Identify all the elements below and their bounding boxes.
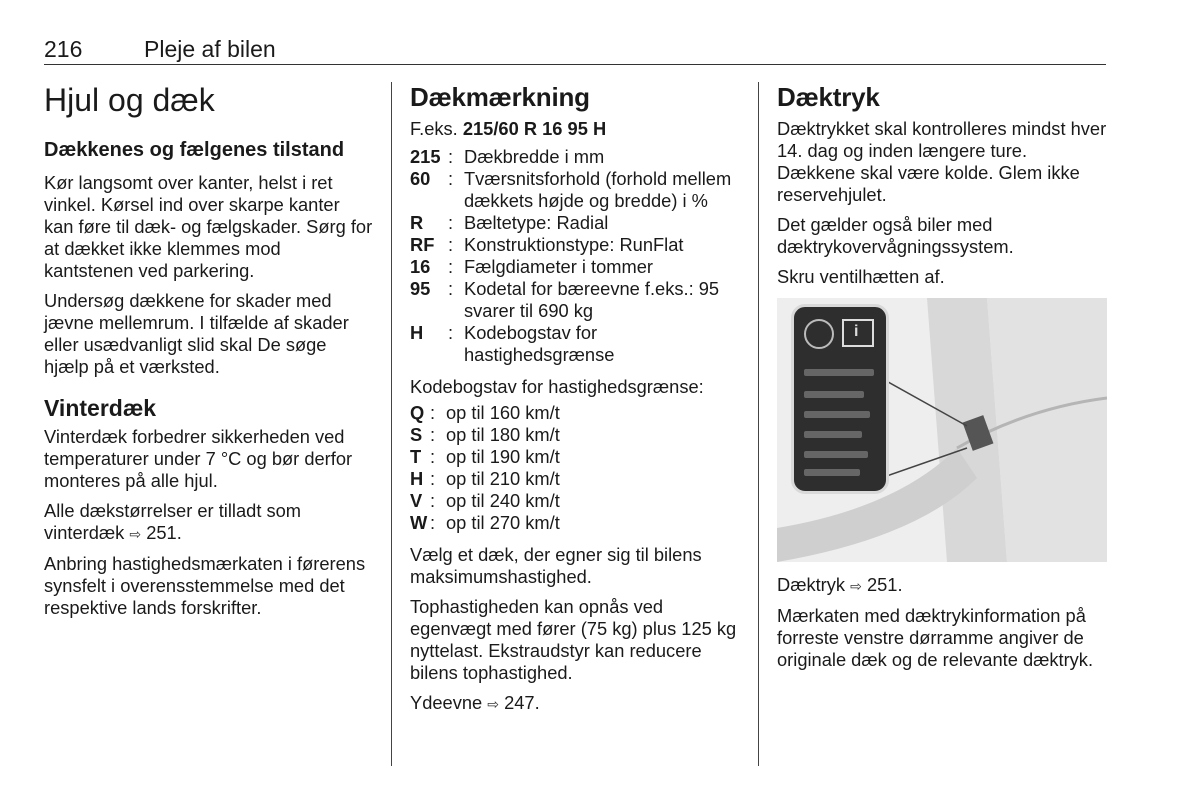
example-line: F.eks. 215/60 R 16 95 H [410,118,607,139]
paragraph-with-ref: Alle dækstørrelser er tilladt som vinterdæk ⇨ 251. [44,500,302,543]
paragraph: Skru ventilhætten af. [777,266,945,287]
code-value: 16 [410,256,431,277]
separator: : [448,168,454,189]
column-2 [410,82,740,723]
code-row [410,234,740,256]
page-number: 216 [44,36,83,62]
tire-placard-icon [791,304,889,494]
page-reference[interactable]: 247. [504,692,540,713]
section-title-tire-marking: Dækmærkning [410,82,590,112]
code-description: Kodebogstav for hastighedsgrænse [464,322,615,365]
code-value: 95 [410,278,431,299]
code-description: op til 190 km/t [446,446,560,467]
paragraph: Det gælder også biler med dæktrykovervågningssystem. [777,214,1014,257]
subsection-title: Dækkenes og fælgenes tilstand [44,139,345,161]
brand-logo-icon [804,319,834,349]
separator: : [448,278,454,299]
page-reference[interactable]: 251. [866,574,903,595]
code-row [410,146,740,168]
code-row [410,322,740,366]
code-value: W [410,512,428,533]
separator: : [448,212,454,233]
code-value: S [410,424,423,445]
paragraph: Vinterdæk forbedrer sikkerheden ved temperaturer under 7 °C og bør derfor monteres på alle hjul. [44,426,353,491]
info-book-icon [842,319,874,347]
separator: : [430,424,436,445]
separator: : [448,322,454,343]
code-value: Q [410,402,425,423]
paragraph: Kør langsomt over kanter, helst i ret vinkel. Kørsel ind over skarpe kanter kan føre til dæk- og fælgskader. Sørg for at dækket ikke klemmes mod kantstenen ved parkering. [44,172,373,281]
code-description: Konstruktionstype: RunFlat [464,234,684,255]
separator: : [430,402,436,423]
reference-arrow-icon: ⇨ [850,578,862,594]
code-value: R [410,212,424,233]
code-description: Tværsnitsforhold (forhold mellem dækkets højde og bredde) i % [464,168,732,211]
code-value: H [410,468,424,489]
separator: : [448,146,454,167]
paragraph: Vælg et dæk, der egner sig til bilens maksimumshastighed. [410,544,702,587]
column-3 [777,82,1107,679]
reference-arrow-icon: ⇨ [487,696,499,712]
speed-list [410,402,740,534]
code-value: V [410,490,423,511]
code-row [410,256,740,278]
separator: : [430,446,436,467]
code-description: op til 180 km/t [446,424,560,445]
paragraph: Undersøg dækkene for skader med jævne mellemrum. I tilfælde af skader eller usædvanligt slid skal De søge hjælp på et værksted. [44,290,349,377]
speed-row [410,424,740,446]
code-description: Bæltetype: Radial [464,212,609,233]
code-description: op til 240 km/t [446,490,560,511]
separator: : [448,234,454,255]
code-description: Dækbredde i mm [464,146,605,167]
code-list [410,146,740,366]
column-1 [44,82,374,627]
column-divider [758,82,759,766]
code-value: 215 [410,146,441,167]
code-description: op til 270 km/t [446,512,560,533]
speed-row [410,468,740,490]
code-value: H [410,322,424,343]
figure-caption: Dæktryk ⇨ 251. [777,574,903,595]
separator: : [448,256,454,277]
speed-heading: Kodebogstav for hastighedsgrænse: [410,376,704,397]
speed-row [410,446,740,468]
separator: : [430,512,436,533]
code-row [410,168,740,212]
tire-pressure-label-illustration [777,298,1107,562]
separator: : [430,468,436,489]
code-value: RF [410,234,435,255]
example-code: 215/60 R 16 95 H [462,118,607,139]
code-description: op til 210 km/t [446,468,560,489]
section-title: Pleje af bilen [144,36,276,62]
code-value: T [410,446,422,467]
code-row [410,278,740,322]
code-value: 60 [410,168,431,189]
paragraph: Dæktrykket skal kontrolleres mindst hver 14. dag og inden længere ture. Dækkene skal være kolde. Glem ikke reservehjulet. [777,118,1107,205]
page-reference[interactable]: 251. [146,522,182,543]
code-description: Fælgdiameter i tommer [464,256,653,277]
page-header [44,36,1106,65]
code-description: Kodetal for bæreevne f.eks.: 95 svarer til 690 kg [464,278,720,321]
separator: : [430,490,436,511]
speed-row [410,490,740,512]
chapter-title: Hjul og dæk [44,82,215,118]
paragraph: Tophastigheden kan opnås ved egenvægt med fører (75 kg) plus 125 kg nyttelast. Ekstraudstyr kan reducere bilens tophastighed. [410,596,737,683]
speed-row [410,402,740,424]
code-description: op til 160 km/t [446,402,560,423]
paragraph: Anbring hastighedsmærkaten i førerens synsfelt i overensstemmelse med det respektive lands forskrifter. [44,553,366,618]
section-title-tire-pressure: Dæktryk [777,82,880,112]
section-heading-winter: Vinterdæk [44,395,157,421]
reference-arrow-icon: ⇨ [129,526,142,542]
paragraph: Mærkaten med dæktrykinformation på forreste venstre dørramme angiver de originale dæk og de relevante dæktryk. [777,605,1094,670]
speed-row [410,512,740,534]
code-row [410,212,740,234]
paragraph-with-ref: Ydeevne ⇨ 247. [410,692,540,713]
column-divider [391,82,392,766]
